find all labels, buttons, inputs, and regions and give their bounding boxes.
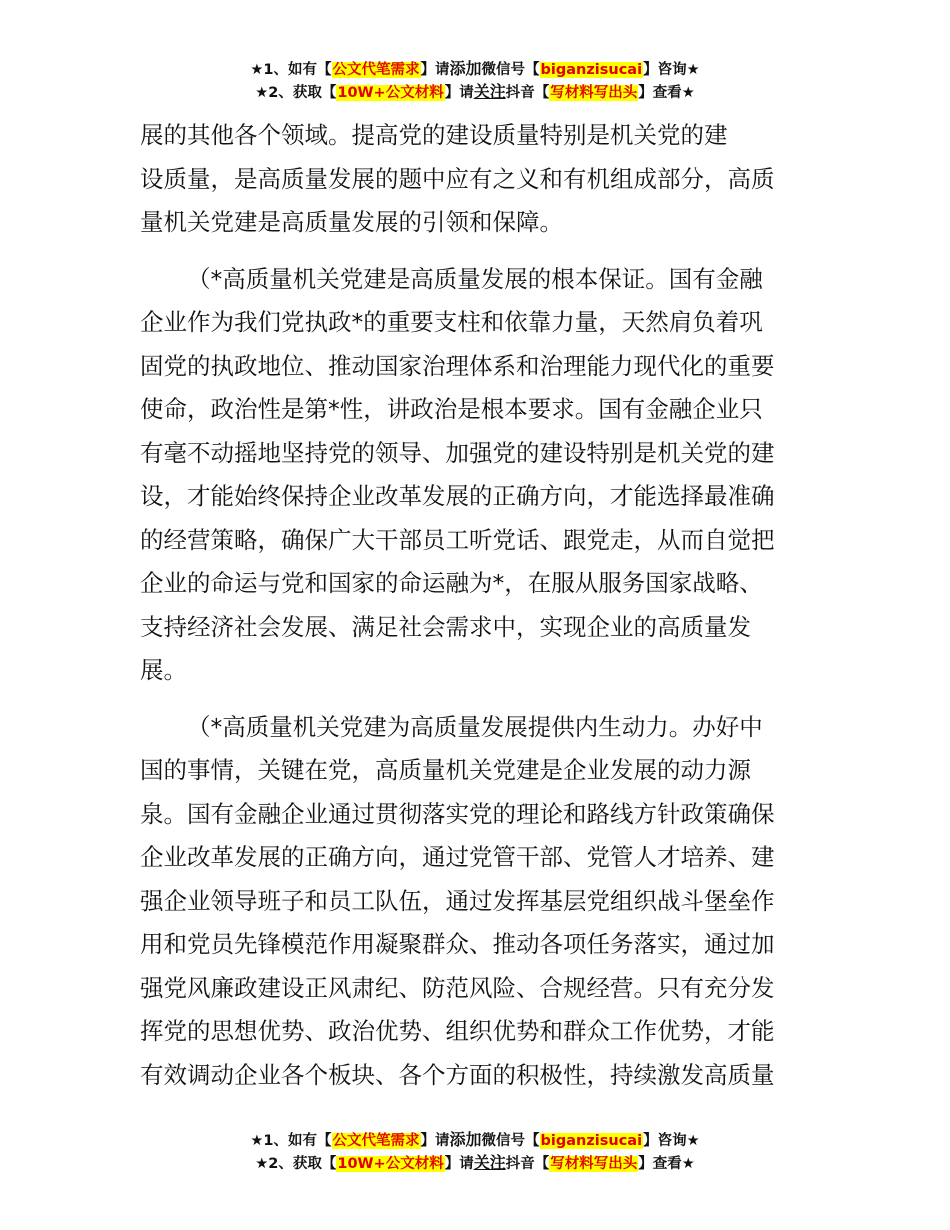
text-line: 设质量，是高质量发展的题中应有之义和有机组成部分，高质 xyxy=(140,164,775,193)
banner-text: 2、获取【 xyxy=(268,1156,337,1172)
banner-text: 】咨询★ xyxy=(643,1133,700,1149)
banner-text: 】咨询★ xyxy=(643,62,700,78)
banner-text: 抖音【 xyxy=(505,1156,550,1172)
text-line: 企业的命运与党和国家的命运融为*，在服从服务国家战略、 xyxy=(140,569,763,597)
banner-text: 】查看★ xyxy=(638,1156,695,1172)
text-line: 量机关党建是高质量发展的引领和保障。 xyxy=(140,208,563,236)
star-icon: ★ xyxy=(255,1156,269,1172)
text-line: （*高质量机关党建为高质量发展提供内生动力。办好中 xyxy=(187,712,763,741)
banner-follow-text: 关注 xyxy=(473,82,506,101)
highlight-douyin-id: 写材料写出头 xyxy=(550,1156,638,1172)
banner-text: 】请 xyxy=(420,62,450,78)
banner-line-2 xyxy=(0,1152,950,1175)
highlight-materials: 10W+公文材料 xyxy=(337,85,444,101)
banner-text: 1、如有【 xyxy=(263,62,332,78)
banner-add-text: 添加 xyxy=(449,1130,482,1149)
text-line: 展的其他各个领域。提高党的建设质量特别是机关党的建 xyxy=(140,121,728,149)
text-line: 设，才能始终保持企业改革发展的正确方向，才能选择最准确 xyxy=(140,482,775,510)
text-line: 挥党的思想优势、政治优势、组织优势和群众工作优势，才能 xyxy=(140,1017,775,1045)
text-line: 有效调动企业各个板块、各个方面的积极性，持续激发高质量 xyxy=(140,1060,775,1089)
highlight-materials: 10W+公文材料 xyxy=(337,1156,444,1172)
banner-line-1 xyxy=(0,1129,950,1152)
banner-text: 】请 xyxy=(420,1133,450,1149)
document-body xyxy=(140,114,820,1097)
banner-add-text: 添加 xyxy=(449,59,482,78)
text-line: 企业改革发展的正确方向，通过党管干部、党管人才培养、建 xyxy=(140,843,775,871)
paragraph-2 xyxy=(140,258,820,693)
banner-text: 微信号【 xyxy=(481,1133,540,1149)
text-line: 有毫不动摇地坚持党的领导、加强党的建设特别是机关党的建 xyxy=(140,438,775,467)
text-line: 用和党员先锋模范作用凝聚群众、推动各项任务落实，通过加 xyxy=(140,930,775,958)
text-line: 泉。国有金融企业通过贯彻落实党的理论和路线方针政策确保 xyxy=(140,799,775,828)
text-line: 固党的执政地位、推动国家治理体系和治理能力现代化的重要 xyxy=(140,351,775,380)
highlight-service: 公文代笔需求 xyxy=(332,1133,420,1149)
text-line: 企业作为我们党执政*的重要支柱和依靠力量，天然肩负着巩 xyxy=(140,308,763,336)
highlight-service: 公文代笔需求 xyxy=(332,62,420,78)
text-line: 的经营策略，确保广大干部员工听党话、跟党走，从而自觉把 xyxy=(140,525,775,554)
banner-line-2 xyxy=(0,81,950,104)
highlight-douyin-id: 写材料写出头 xyxy=(550,85,638,101)
text-line: （*高质量机关党建是高质量发展的根本保证。国有金融 xyxy=(187,264,763,293)
text-line: 国的事情，关键在党，高质量机关党建是企业发展的动力源 xyxy=(140,756,751,784)
paragraph-3 xyxy=(140,706,820,1098)
text-line: 强党风廉政建设正风肃纪、防范风险、合规经营。只有充分发 xyxy=(140,973,775,1002)
banner-text: 抖音【 xyxy=(505,85,550,101)
paragraph-1 xyxy=(140,114,820,245)
highlight-wechat-id: biganzisucai xyxy=(540,1133,643,1149)
banner-follow-text: 关注 xyxy=(473,1153,506,1172)
text-line: 使命，政治性是第*性，讲政治是根本要求。国有金融企业只 xyxy=(140,395,763,423)
text-line: 强企业领导班子和员工队伍，通过发挥基层党组织战斗堡垒作 xyxy=(140,886,775,915)
text-line: 展。 xyxy=(140,656,187,684)
star-icon: ★ xyxy=(250,1133,264,1149)
banner-text: 1、如有【 xyxy=(263,1133,332,1149)
highlight-wechat-id: biganzisucai xyxy=(540,62,643,78)
footer-banner xyxy=(0,1129,950,1175)
banner-line-1 xyxy=(0,58,950,81)
star-icon: ★ xyxy=(255,85,269,101)
text-line: 支持经济社会发展、满足社会需求中，实现企业的高质量发 xyxy=(140,612,751,641)
banner-text: 】请 xyxy=(444,1156,474,1172)
header-banner xyxy=(0,58,950,104)
star-icon: ★ xyxy=(250,62,264,78)
banner-text: 】请 xyxy=(444,85,474,101)
banner-text: 】查看★ xyxy=(638,85,695,101)
banner-text: 2、获取【 xyxy=(268,85,337,101)
banner-text: 微信号【 xyxy=(481,62,540,78)
